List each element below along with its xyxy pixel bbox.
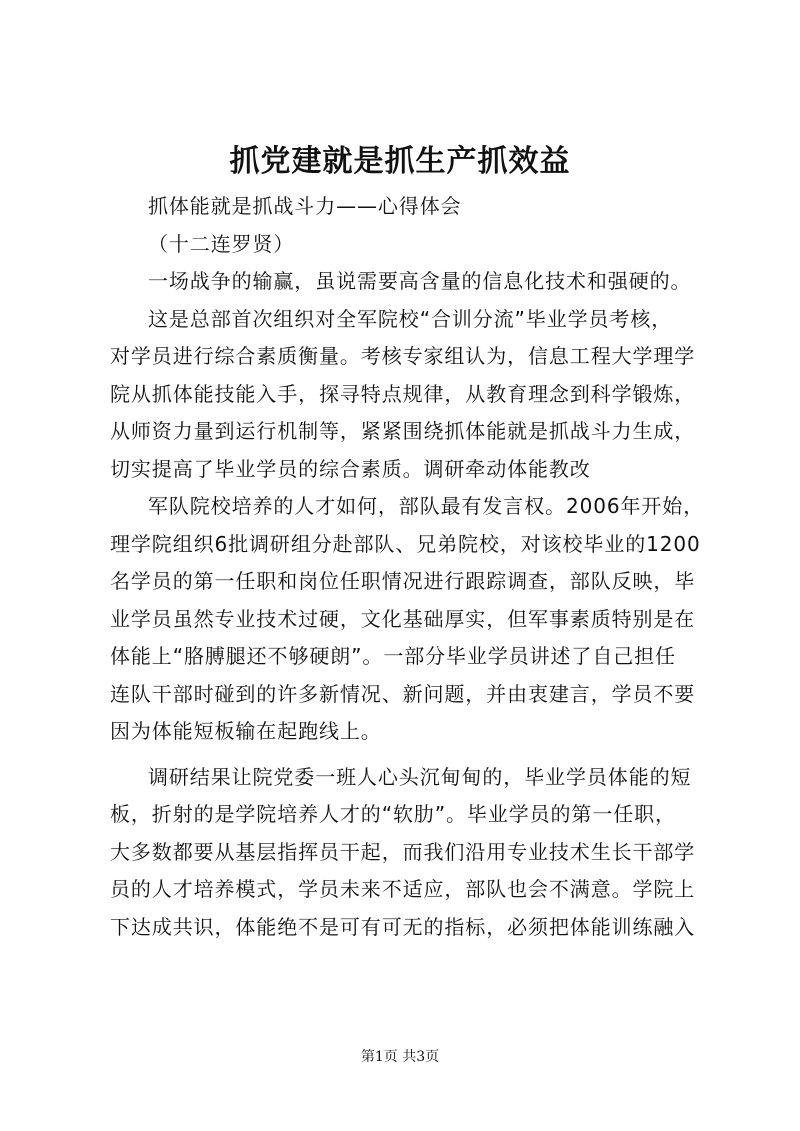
page-footer: 第1页 共3页 [360,1049,440,1065]
paragraph-gap [110,751,710,759]
paragraph-line: 下达成共识，体能绝不是可有可无的指标，必须把体能训练融入 [110,914,696,939]
paragraph-line: 理学院组织6批调研组分赴部队、兄弟院校，对该校毕业的1200 [110,531,701,556]
author-line: （十二连罗贤） [148,231,295,256]
paragraph-line: 业学员虽然专业技术过硬，文化基础厚实，但军事素质特别是在 [110,606,696,631]
paragraph-line: 切实提高了毕业学员的综合素质。调研牵动体能教改 [110,456,591,481]
paragraph-line: 大多数都要从基层指挥员干起，而我们沿用专业技术生长干部学 [110,839,696,864]
document-body [110,188,710,946]
subtitle-line: 抓体能就是抓战斗力——心得体会 [148,194,462,218]
paragraph-line: 军队院校培养的人才如何，部队最有发言权。2006年开始， [148,494,705,518]
paragraph-line: 调研结果让院党委一班人心头沉甸甸的，毕业学员体能的短 [148,764,692,789]
paragraph-line: 这是总部首次组织对全军院校“合训分流”毕业学员考核， [148,306,673,331]
paragraph-line: 因为体能短板输在起跑线上。 [110,719,382,743]
paragraph-line: 从师资力量到运行机制等，紧紧围绕抓体能就是抓战斗力生成， [110,419,696,443]
paragraph-line: 连队干部时碰到的许多新情况、新问题，并由衷建言，学员不要 [110,681,696,706]
paragraph-line: 体能上“胳膊腿还不够硬朗”。一部分毕业学员讲述了自己担任 [110,644,676,668]
paragraph-line: 员的人才培养模式，学员未来不适应，部队也会不满意。学院上 [110,877,696,901]
paragraph-line: 板，折射的是学院培养人才的“软肋”。毕业学员的第一任职， [110,802,676,826]
document-title: 抓党建就是抓生产抓效益 [229,144,571,179]
paragraph-line: 一场战争的输赢，虽说需要高含量的信息化技术和强硬的。 [148,269,692,293]
paragraph-line: 对学员进行综合素质衡量。考核专家组认为，信息工程大学理学 [110,344,696,368]
paragraph-line: 名学员的第一任职和岗位任职情况进行跟踪调查，部队反映，毕 [110,569,696,593]
paragraph-line: 院从抓体能技能入手，探寻特点规律，从教育理念到科学锻炼， [110,381,696,406]
